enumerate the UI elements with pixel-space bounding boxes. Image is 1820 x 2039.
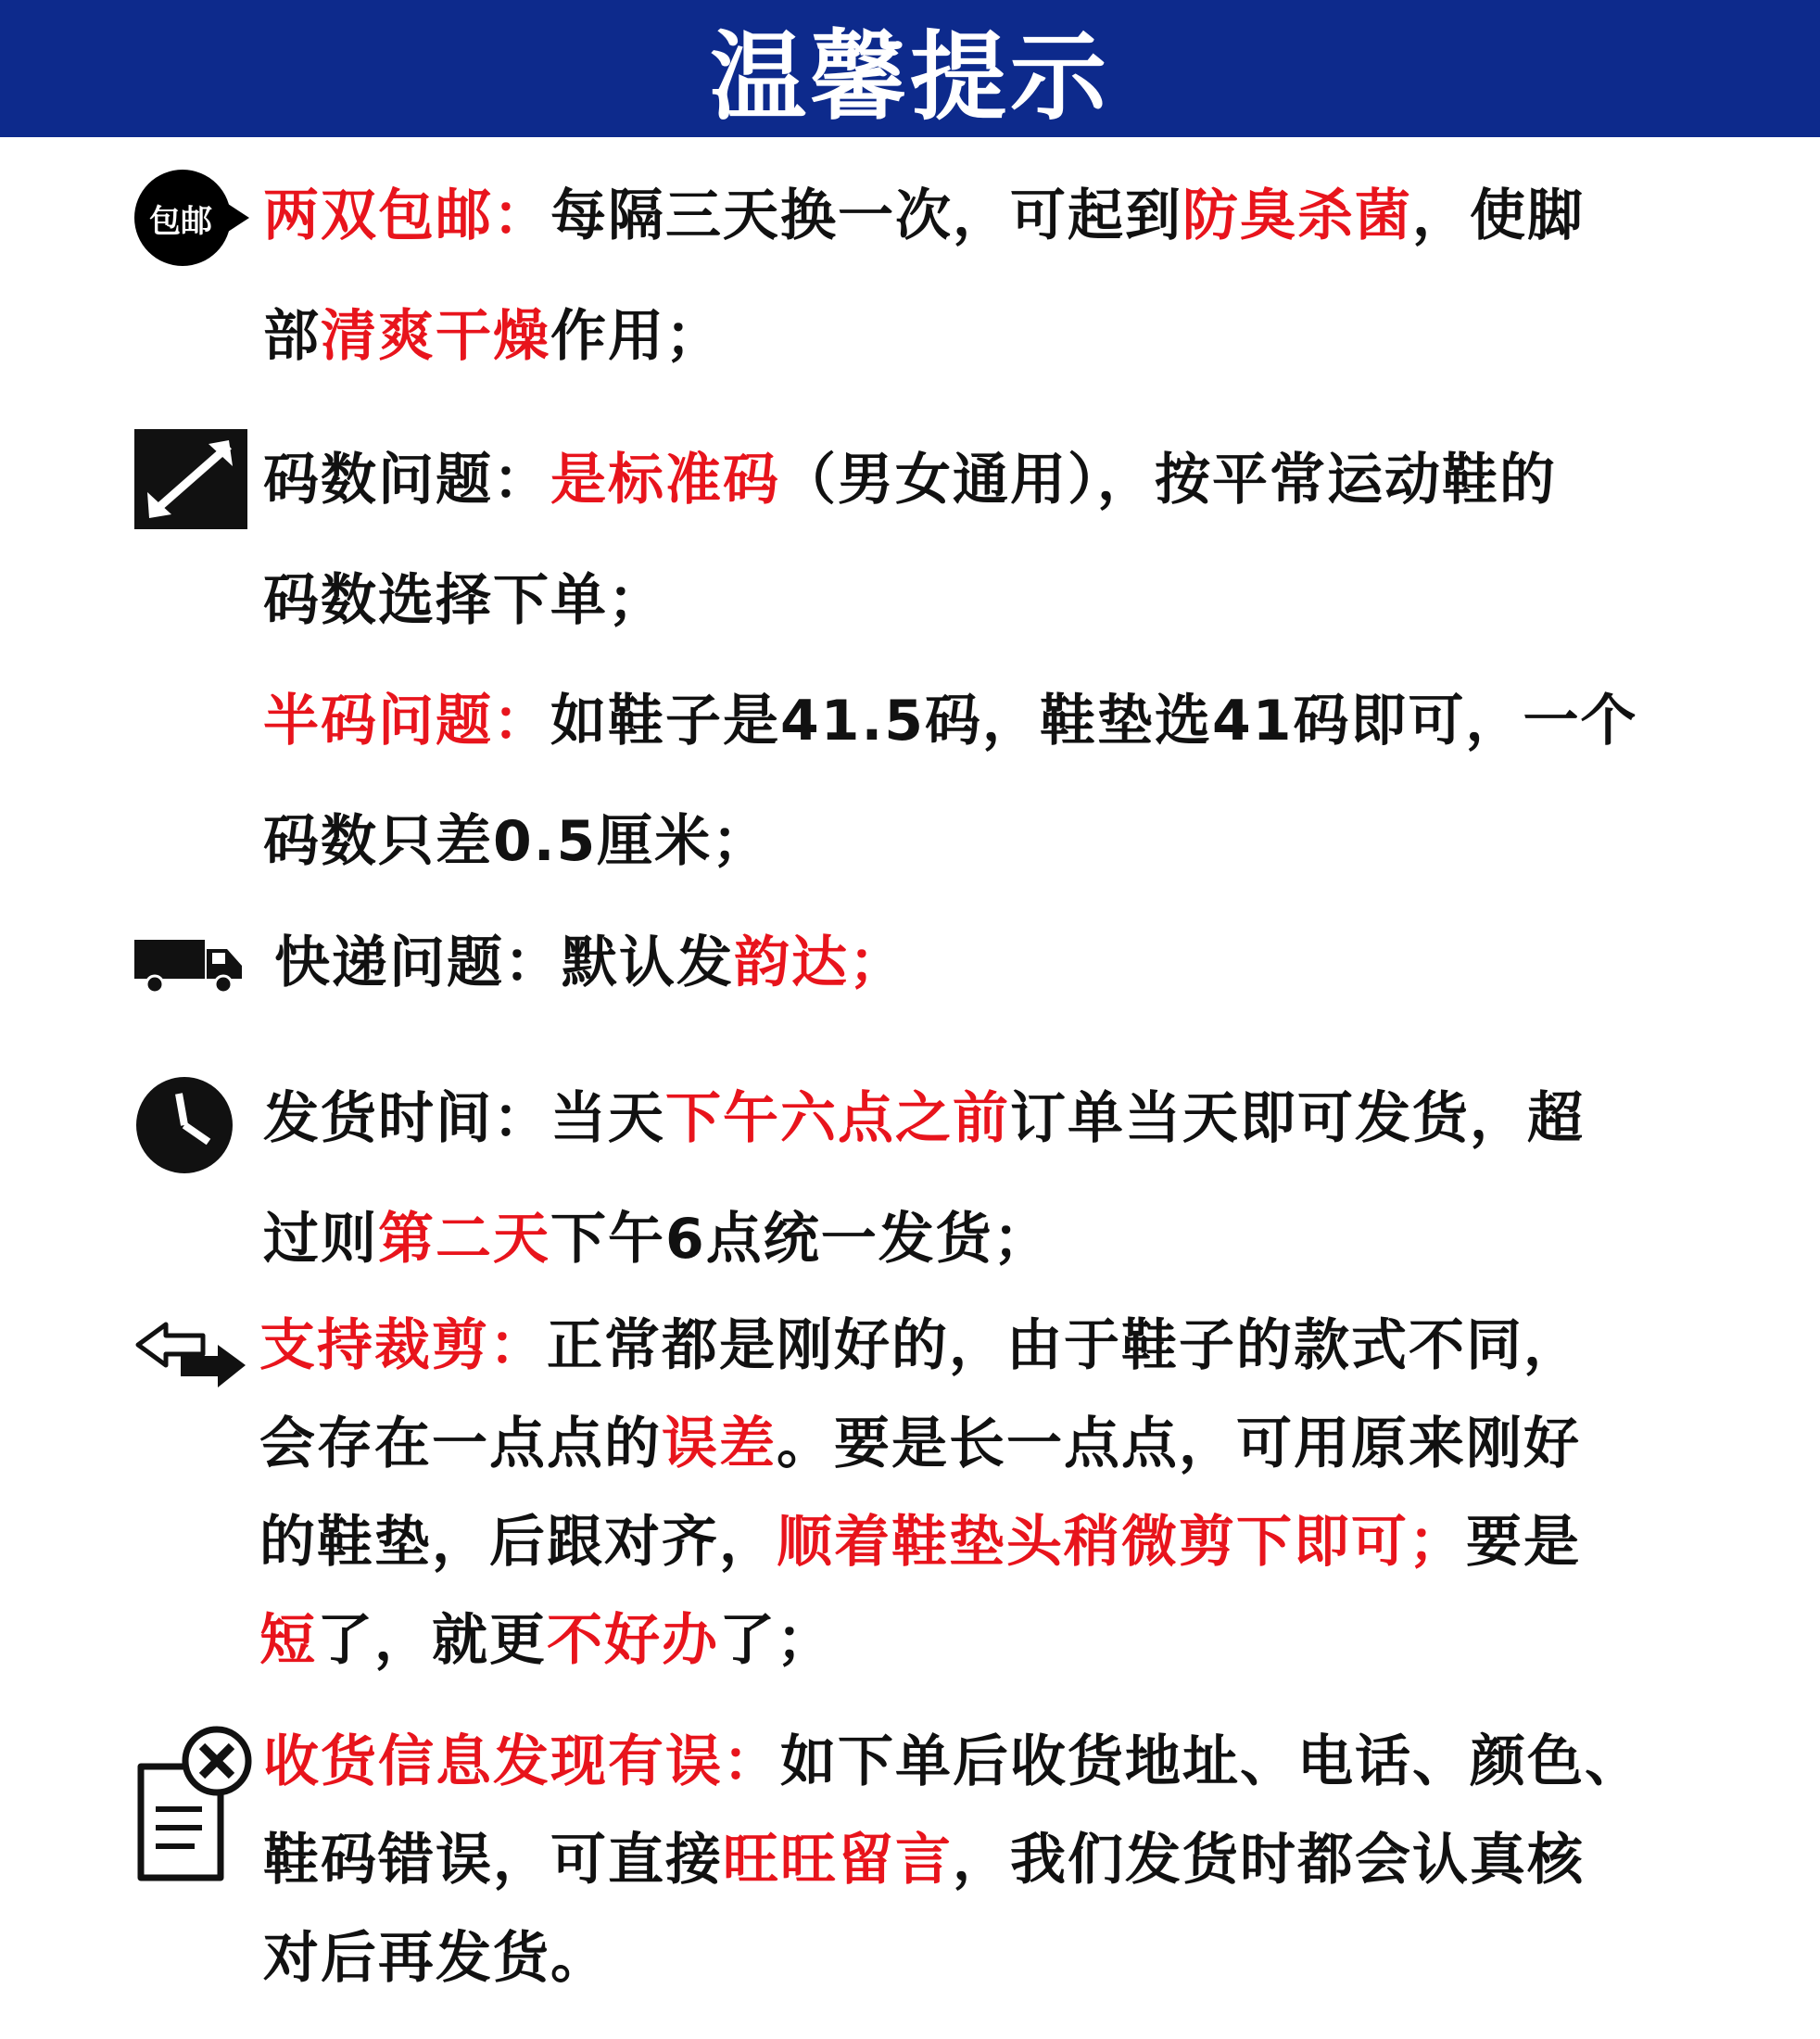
clock-icon bbox=[133, 1077, 236, 1177]
header-banner bbox=[0, 0, 1820, 137]
courier-text: 快递问题：默认发韵达； bbox=[274, 931, 906, 995]
swap-arrows-icon bbox=[134, 1321, 249, 1395]
size-heading: 码数问题： bbox=[263, 448, 550, 513]
resize-arrow-icon bbox=[134, 429, 247, 533]
trim-text: 支持裁剪：正常都是刚好的，由于鞋子的款式不同， 会存在一点点的误差。要是长一点点，可用原来刚好 的鞋垫，后跟对齐，顺着鞋垫头稍微剪下即可；要是 短了，就更不好办了； bbox=[259, 1313, 1581, 1673]
address-text: 收货信息发现有误：如下单后收货地址、电话、颜色、 鞋码错误，可直接旺旺留言，我们发货时都会认真核 对后再发货。 bbox=[263, 1729, 1642, 1991]
half-size-heading: 半码问题： bbox=[263, 689, 550, 754]
free-shipping-text: 两双包邮：每隔三天换一次，可起到防臭杀菌，使脚 部清爽干燥作用； bbox=[263, 184, 1585, 369]
trim-heading: 支持裁剪： bbox=[259, 1313, 547, 1378]
document-error-icon bbox=[135, 1724, 254, 1885]
courier-heading: 快递问题：默认发 bbox=[274, 931, 734, 995]
truck-icon bbox=[134, 936, 244, 999]
size-text: 码数问题：是标准码（男女通用），按平常运动鞋的 码数选择下单； 半码问题：如鞋子是41.5码，鞋垫选41码即可，一个 码数只差0.5厘米； bbox=[263, 448, 1638, 874]
page-title: 温馨提示 bbox=[709, 20, 1110, 133]
ship-time-heading: 发货时间：当天 bbox=[263, 1086, 665, 1151]
free-shipping-badge-icon bbox=[134, 167, 253, 272]
badge-label: 包邮 bbox=[149, 203, 212, 240]
ship-time-text: 发货时间：当天下午六点之前订单当天即可发货，超 过则第二天下午6点统一发货； bbox=[263, 1086, 1585, 1272]
free-shipping-heading: 两双包邮： bbox=[263, 184, 550, 248]
address-heading: 收货信息发现有误： bbox=[263, 1729, 780, 1794]
